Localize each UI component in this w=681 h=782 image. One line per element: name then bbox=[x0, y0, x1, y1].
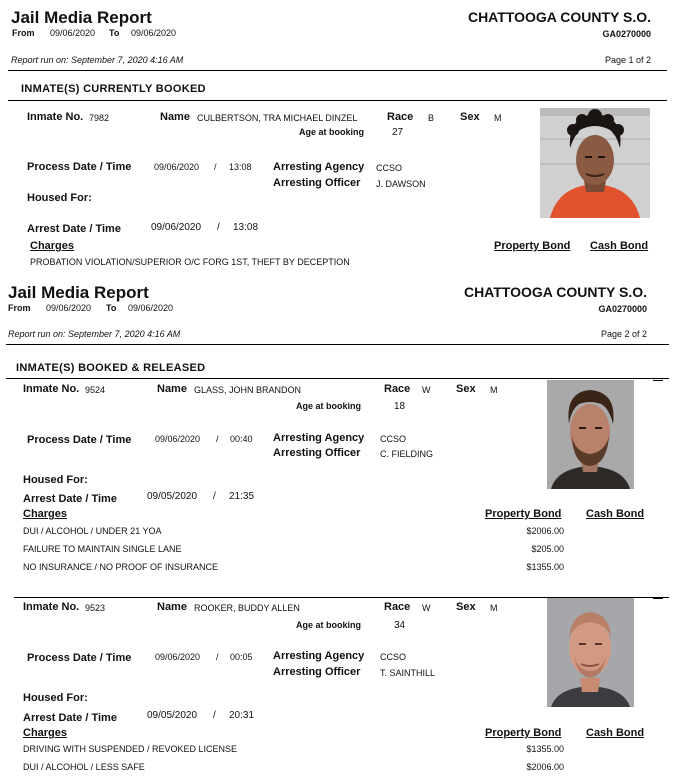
process-date: 09/06/2020 bbox=[154, 162, 200, 172]
charge-text: PROBATION VIOLATION/SUPERIOR O/C FORG 1ST, THEFT BY DECEPTION bbox=[30, 257, 350, 267]
page-number: Page 1 of 2 bbox=[604, 55, 651, 65]
from-label: From bbox=[12, 28, 35, 38]
housed-for-label: Housed For: bbox=[23, 692, 88, 704]
report-title: Jail Media Report bbox=[11, 8, 152, 27]
to-date: 09/06/2020 bbox=[131, 28, 177, 38]
arrest-date-label: Arrest Date / Time bbox=[23, 712, 117, 724]
property-bond-header: Property Bond bbox=[485, 727, 562, 739]
arrest-date: 09/05/2020 bbox=[147, 710, 198, 721]
header-rule bbox=[6, 344, 669, 345]
from-date: 09/06/2020 bbox=[50, 28, 96, 38]
process-date: 09/06/2020 bbox=[155, 434, 201, 444]
age-label: Age at booking bbox=[299, 127, 364, 137]
arrest-date: 09/05/2020 bbox=[147, 491, 198, 502]
arresting-officer-label: Arresting Officer bbox=[273, 177, 361, 189]
report-run-on: Report run on: September 7, 2020 4:16 AM bbox=[8, 329, 181, 339]
sex-value: M bbox=[494, 113, 502, 123]
charge-text: DUI / ALCOHOL / UNDER 21 YOA bbox=[23, 526, 162, 536]
inmate-name: ROOKER, BUDDY ALLEN bbox=[194, 603, 300, 613]
arrest-date-label: Arrest Date / Time bbox=[27, 223, 121, 235]
mugshot-photo bbox=[547, 598, 634, 707]
name-label: Name bbox=[157, 383, 187, 395]
process-date: 09/06/2020 bbox=[155, 652, 201, 662]
header-rule bbox=[8, 70, 667, 71]
age-value: 27 bbox=[392, 127, 404, 138]
slash: / bbox=[213, 491, 216, 502]
inmate-no: 9524 bbox=[85, 385, 106, 395]
charge-text: DRIVING WITH SUSPENDED / REVOKED LICENSE bbox=[23, 744, 238, 754]
arrest-time: 20:31 bbox=[229, 710, 255, 721]
charge-text: NO INSURANCE / NO PROOF OF INSURANCE bbox=[23, 562, 219, 572]
cash-bond-header: Cash Bond bbox=[590, 240, 649, 252]
arresting-officer: C. FIELDING bbox=[380, 449, 434, 459]
charges-header: Charges bbox=[30, 240, 75, 252]
age-value: 34 bbox=[394, 620, 406, 631]
cash-bond-header: Cash Bond bbox=[586, 508, 645, 520]
arresting-officer-label: Arresting Officer bbox=[273, 447, 361, 459]
slash: / bbox=[216, 652, 219, 662]
race-value: W bbox=[422, 603, 431, 613]
process-time: 00:40 bbox=[230, 434, 253, 444]
to-label: To bbox=[109, 28, 120, 38]
arresting-agency: CCSO bbox=[380, 652, 407, 662]
arresting-agency-label: Arresting Agency bbox=[273, 161, 365, 173]
arresting-agency: CCSO bbox=[380, 434, 407, 444]
charge-text: DUI / ALCOHOL / LESS SAFE bbox=[23, 762, 145, 772]
charges-header: Charges bbox=[23, 727, 68, 739]
age-value: 18 bbox=[394, 401, 406, 412]
arrest-date: 09/06/2020 bbox=[151, 222, 202, 233]
arrest-time: 21:35 bbox=[229, 491, 255, 502]
arrest-date-label: Arrest Date / Time bbox=[23, 493, 117, 505]
county-name: CHATTOOGA COUNTY S.O. bbox=[467, 9, 651, 25]
from-label: From bbox=[8, 303, 31, 313]
inmate-name: GLASS, JOHN BRANDON bbox=[194, 385, 302, 395]
charge-text: FAILURE TO MAINTAIN SINGLE LANE bbox=[23, 544, 182, 554]
name-label: Name bbox=[157, 601, 187, 613]
charge-property-bond: $205.00 bbox=[531, 544, 564, 554]
property-bond-header: Property Bond bbox=[494, 240, 571, 252]
charge-property-bond: $2006.00 bbox=[526, 762, 564, 772]
page-number: Page 2 of 2 bbox=[600, 329, 647, 339]
property-bond-header: Property Bond bbox=[485, 508, 562, 520]
arrest-time: 13:08 bbox=[233, 222, 259, 233]
charge-property-bond: $2006.00 bbox=[526, 526, 564, 536]
section-rule bbox=[6, 378, 669, 379]
section-rule bbox=[8, 100, 667, 101]
county-name: CHATTOOGA COUNTY S.O. bbox=[463, 284, 647, 300]
inmate-no: 7982 bbox=[89, 113, 110, 123]
process-time: 13:08 bbox=[229, 162, 252, 172]
sex-value: M bbox=[490, 603, 498, 613]
record-divider bbox=[653, 598, 663, 599]
process-date-label: Process Date / Time bbox=[27, 161, 132, 173]
inmate-no-label: Inmate No. bbox=[23, 383, 80, 395]
report-run-on: Report run on: September 7, 2020 4:16 AM bbox=[11, 55, 184, 65]
to-date: 09/06/2020 bbox=[128, 303, 174, 313]
inmate-no: 9523 bbox=[85, 603, 106, 613]
agency-code: GA0270000 bbox=[602, 29, 651, 39]
cash-bond-header: Cash Bond bbox=[586, 727, 645, 739]
race-label: Race bbox=[384, 383, 411, 395]
mugshot-photo bbox=[540, 108, 650, 218]
record-divider bbox=[653, 380, 663, 381]
race-value: B bbox=[428, 113, 435, 123]
process-time: 00:05 bbox=[230, 652, 253, 662]
charges-header: Charges bbox=[23, 508, 68, 520]
race-value: W bbox=[422, 385, 431, 395]
sex-label: Sex bbox=[456, 383, 476, 395]
arresting-agency: CCSO bbox=[376, 163, 403, 173]
mugshot-photo bbox=[547, 380, 634, 489]
report-title: Jail Media Report bbox=[8, 283, 149, 302]
slash: / bbox=[213, 710, 216, 721]
arresting-agency-label: Arresting Agency bbox=[273, 432, 365, 444]
sex-label: Sex bbox=[460, 111, 480, 123]
sex-value: M bbox=[490, 385, 498, 395]
charge-property-bond: $1355.00 bbox=[526, 744, 564, 754]
sex-label: Sex bbox=[456, 601, 476, 613]
inmate-name: CULBERTSON, TRA MICHAEL DINZEL bbox=[197, 113, 358, 123]
arresting-officer-label: Arresting Officer bbox=[273, 666, 361, 678]
slash: / bbox=[216, 434, 219, 444]
slash: / bbox=[214, 162, 217, 172]
arresting-officer: T. SAINTHILL bbox=[380, 668, 436, 678]
section-title: INMATE(S) BOOKED & RELEASED bbox=[16, 362, 206, 374]
housed-for-label: Housed For: bbox=[27, 192, 92, 204]
race-label: Race bbox=[387, 111, 414, 123]
housed-for-label: Housed For: bbox=[23, 474, 88, 486]
slash: / bbox=[217, 222, 220, 233]
name-label: Name bbox=[160, 111, 190, 123]
process-date-label: Process Date / Time bbox=[27, 652, 132, 664]
from-date: 09/06/2020 bbox=[46, 303, 92, 313]
inmate-no-label: Inmate No. bbox=[27, 111, 84, 123]
process-date-label: Process Date / Time bbox=[27, 434, 132, 446]
age-label: Age at booking bbox=[296, 620, 361, 630]
charge-property-bond: $1355.00 bbox=[526, 562, 564, 572]
section-title: INMATE(S) CURRENTLY BOOKED bbox=[21, 83, 206, 95]
age-label: Age at booking bbox=[296, 401, 361, 411]
agency-code: GA0270000 bbox=[598, 304, 647, 314]
arresting-officer: J. DAWSON bbox=[376, 179, 426, 189]
race-label: Race bbox=[384, 601, 411, 613]
arresting-agency-label: Arresting Agency bbox=[273, 650, 365, 662]
inmate-no-label: Inmate No. bbox=[23, 601, 80, 613]
to-label: To bbox=[106, 303, 117, 313]
